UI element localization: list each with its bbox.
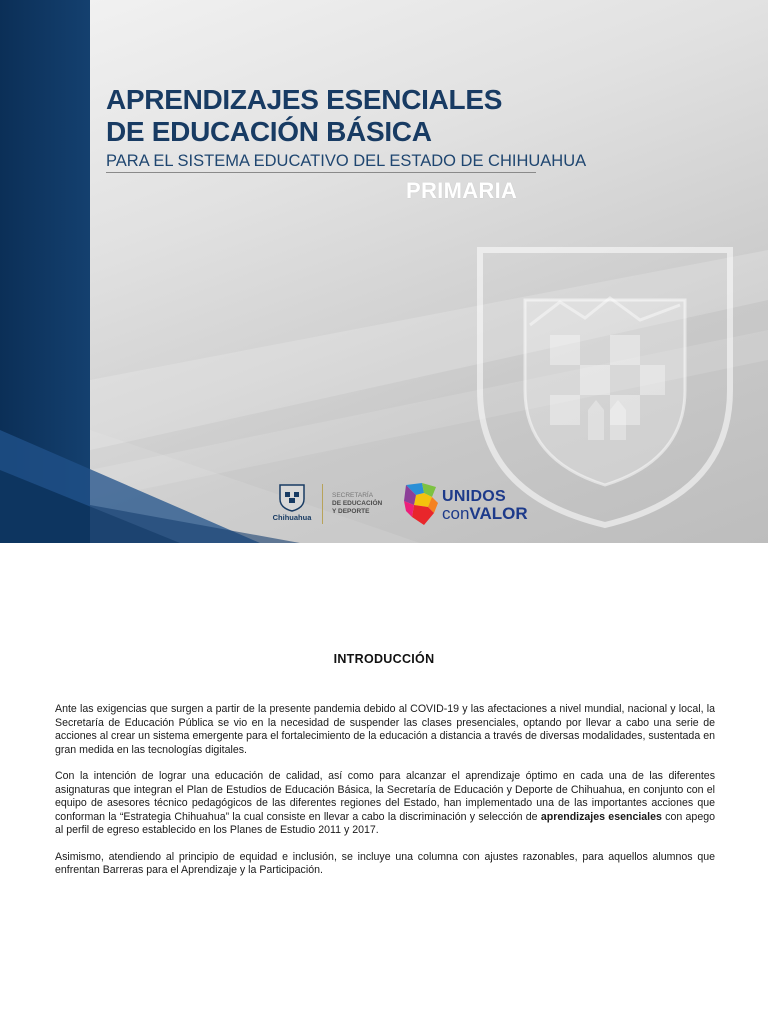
introduction-heading: INTRODUCCIÓN bbox=[333, 652, 435, 666]
sponsor-logos bbox=[268, 480, 558, 530]
intro-paragraph-2-start: Con la intención de lograr una educación de calidad, así como para alcanzar el aprendizaje óptimo en cada una de las diferentes asignaturas que integran el Plan de Estudios de Educación Básica, la Secretaría de Educación y Deporte de Chihuahua, en conjunto con el equipo de asesores técnico pedagógicos de las diferentes regiones del Estado, han implementado una de las importantes acciones que conforman la “Estrategia Chihuahua” la cual consiste en llevar a cabo la discriminación y selección de bbox=[55, 770, 715, 823]
title-line-1: APRENDIZAJES ESENCIALES bbox=[106, 84, 503, 115]
intro-paragraph-3: Asimismo, atendiendo al principio de equidad e inclusión, se incluye una columna con ajustes razonables, para aquellos alumnos que enfrentan Barreras para el Aprendizaje y la Participación. bbox=[55, 850, 715, 876]
convalor-text bbox=[442, 504, 528, 524]
chihuahua-shield-icon bbox=[279, 484, 305, 512]
logo-divider bbox=[322, 484, 323, 524]
intro-paragraph-2-bold: aprendizajes esenciales bbox=[540, 810, 662, 823]
valor-text: VALOR bbox=[469, 504, 528, 523]
intro-paragraph-2-end: con apego al perfil de egreso establecido en los Planes de Estudio 2011 y 2017. bbox=[55, 810, 715, 836]
level-label: PRIMARIA bbox=[406, 178, 518, 203]
secretaria-label: SECRETARÍA bbox=[332, 492, 374, 499]
con-text: con bbox=[442, 504, 470, 523]
title-line-2: DE EDUCACIÓN BÁSICA bbox=[106, 116, 432, 147]
title-divider bbox=[106, 172, 536, 173]
secretaria-line-1: DE EDUCACIÓN bbox=[332, 500, 383, 507]
unidos-con-valor-logo bbox=[402, 480, 552, 530]
chihuahua-map-icon bbox=[402, 481, 440, 529]
secretaria-logo bbox=[332, 492, 382, 516]
chihuahua-logo-label: Chihuahua bbox=[272, 513, 312, 522]
cover-subtitle: PARA EL SISTEMA EDUCATIVO DEL ESTADO DE CHIHUAHUA bbox=[106, 152, 587, 170]
cover-title bbox=[106, 84, 586, 171]
intro-paragraph-1: Ante las exigencias que surgen a partir de la presente pandemia debido al COVID-19 y las afectaciones a nivel mundial, nacional y local, la Secretaría de Educación Pública se vio en la necesidad de suspender las clases presenciales, optando por llevar a cabo una serie de acciones al crear un sistema emergente para el fortalecimiento de la educación a distancia a través de diversas modalidades, sustentada en gran medida en las tecnologías digitales. bbox=[55, 703, 715, 756]
intro-paragraph-2 bbox=[55, 770, 715, 838]
unidos-text: UNIDOS bbox=[442, 488, 507, 505]
secretaria-line-2: Y DEPORTE bbox=[332, 508, 370, 515]
introduction-body bbox=[55, 703, 715, 891]
chihuahua-government-logo bbox=[268, 480, 318, 528]
